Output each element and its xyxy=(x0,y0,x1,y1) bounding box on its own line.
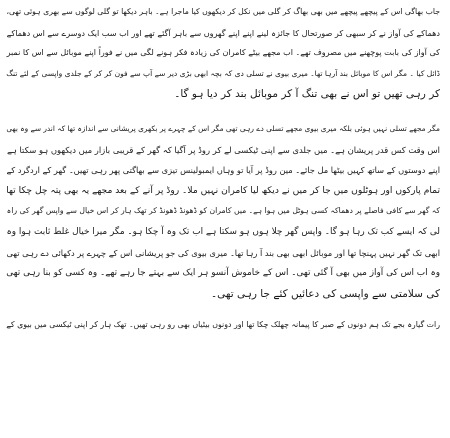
text-line: لی کہ ایسے کب تک رہا ہو گا۔ واپس گھر چلا ہوں ہو سکتا ہے اب تک وہ آ چکا ہو۔ مگر میرا خیال غلط ثابت ہوا وہ xyxy=(6,226,440,237)
text-line: ڈائل کیا ۔ مگر اس کا موبائل بند آرہا تھا۔ میری بیوی نے تسلی دی کہ بچہ ابھی بڑی دیر سے آپ سے فون کر کر کے جلدی واپسی کے لئے تنگ xyxy=(6,68,440,78)
text-line: مگر مجھے تسلی نہیں ہوئی بلکہ میری بیوی مجھے تسلی دے رہی تھی مگر اس کے چہرے پر بکھری پریشانی سے اندازہ تھا کہ اندر سے وہ بھی xyxy=(6,123,440,133)
paragraph-spacer xyxy=(6,304,440,315)
paragraph-3 xyxy=(6,315,440,336)
text-line: اپنے دوستوں کے ساتھ کہیں بیٹھا مل جائے۔ مین روڈ پر آیا تو وہاں ایمبولینس تیزی سے بھاگتی پھر رہی تھیں۔ گھر کے اردگرد کے xyxy=(6,165,440,176)
text-line: جاب بھاگی اس کے پیچھے پیچھے میں بھی بھاگ کر گلی میں نکل کر دیکھوں کیا ماجرا ہے۔ باہر دیکھا تو گلی لوگوں سے بھری ہوئی تھی، xyxy=(6,7,440,16)
text-line: اس وقت کس قدر پریشان ہے۔ میں جلدی سے اپنی ٹیکسی لے کر روڈ پر آگیا کہ گھر کے قریبی بازار میں دیکھوں ہو سکتا ہے xyxy=(6,144,440,155)
text-line: رات گیارہ بجے تک ہم دونوں کے صبر کا پیمانہ چھلک چکا تھا اور دونوں بیٹیاں بھی رو رہی تھیں۔ تھک ہار کر اپنی ٹیکسی میں بیوی کے xyxy=(6,320,440,330)
text-line: کر رہی تھیں تو اس نے بھی تنگ آ کر موبائل بند کر دیا ہو گا۔ xyxy=(174,88,440,101)
text-line: وہ اب اس کی آواز میں بھی آ گئی تھی۔ اس کے خاموش آنسو ہر ایک سے بہتے جا رہے تھے۔ وہ کسی کو بنا رہی تھی xyxy=(6,268,440,279)
text-line: دھماکے کی آواز نے کر سبھی کر صورتحال کا جائزہ لینے اپنے اپنے گھروں سے باہر آگئے تھے اور اب سب ایک دوسرے سے اس دھماکے xyxy=(6,27,440,38)
text-line: کہ گھر سے کافی فاصلے پر دھماکہ کسی ہوٹل میں ہوا ہے۔ میں کامران کو ڈھونڈ ڈھونڈ کر تھک ہار کر اس خیال سے واپس گھر کی راہ xyxy=(6,206,440,216)
paragraph-spacer xyxy=(6,105,440,119)
text-line: کی آواز کی بابت پوچھنے میں مصروف تھے۔ اب مجھے بیٹے کامران کی زیادہ فکر ہونے لگی میں نے فوراً اپنے موبائل سے اس کا نمبر xyxy=(6,48,440,58)
paragraph-1 xyxy=(6,2,440,105)
text-line: کی سلامتی سے واپسی کی دعائیں کئے جا رہی تھی۔ xyxy=(210,287,440,300)
text-line: ابھی تک گھر نہیں پہنچا تھا اور موبائل ابھی بھی بند آ رہا تھا۔ میری بیوی کی جو پریشانی اس کے چہرے پر دکھائی دے رہی تھی xyxy=(6,247,440,258)
paragraph-2 xyxy=(6,119,440,304)
text-line: تمام پارکوں اور ہوٹلوں میں جا کر میں نے دیکھ لیا کامران نہیں ملا۔ روڈ پر آنے کے بعد مجھے یہ بھی پتہ چل چکا تھا xyxy=(6,185,440,196)
